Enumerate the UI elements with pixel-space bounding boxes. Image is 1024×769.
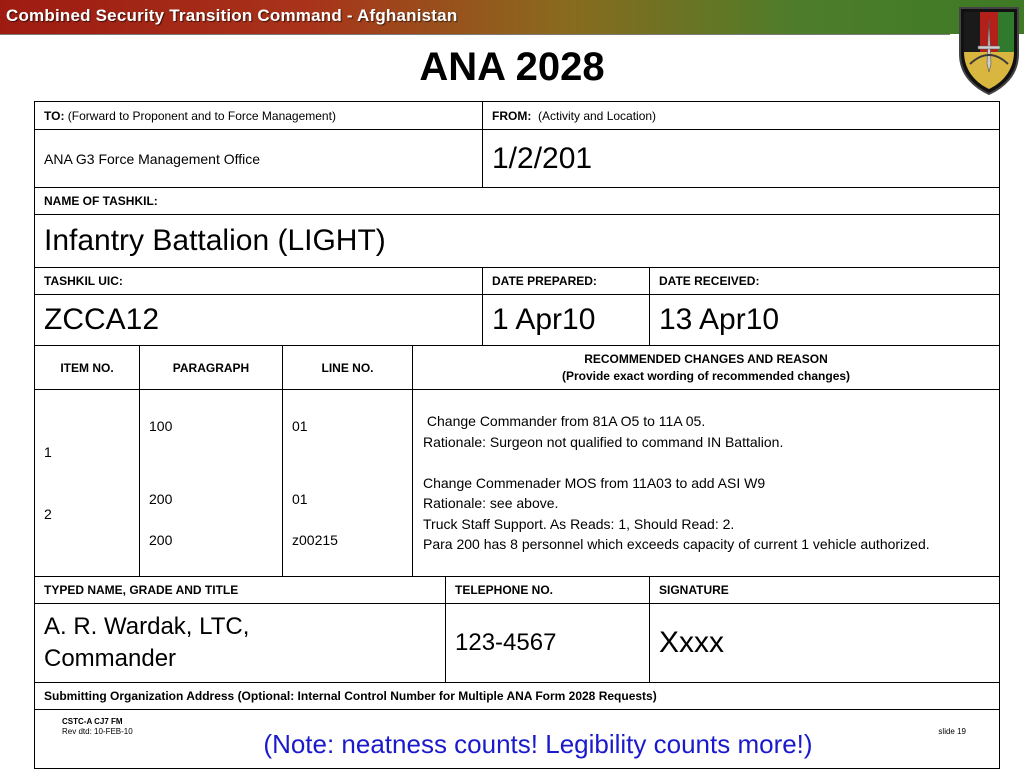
date-received-value[interactable]: 13 Apr10 — [650, 295, 1000, 346]
change-line: Change Commander from 81A O5 to 11A 05. — [423, 413, 706, 430]
change-line: Truck Staff Support. As Reads: 1, Should Read: 2. — [423, 515, 735, 532]
line-no-cell[interactable] — [283, 390, 413, 577]
line-entry: z00215 — [292, 532, 338, 548]
changes-header-line2: (Provide exact wording of recommended changes) — [561, 368, 851, 383]
date-prepared-label: DATE PREPARED: — [483, 268, 650, 295]
from-label: FROM: — [492, 108, 532, 123]
item-no-cell[interactable] — [35, 390, 140, 577]
signature-value[interactable]: Xxxx — [650, 604, 1000, 683]
to-header — [35, 102, 483, 130]
typed-name-line1: A. R. Wardak, LTC, — [44, 613, 250, 640]
signature-label: SIGNATURE — [650, 577, 1000, 604]
to-label: TO: — [44, 108, 65, 123]
form-2028-table — [34, 101, 1000, 769]
tashkil-name-label: NAME OF TASHKIL: — [35, 188, 1000, 215]
paragraph-entry: 100 — [149, 417, 173, 434]
address-label: Submitting Organization Address (Optional: Internal Control Number for Multiple ANA Form 2028 Requests) — [35, 683, 1000, 710]
header-bar — [0, 0, 1024, 34]
telephone-label: TELEPHONE NO. — [446, 577, 650, 604]
paragraph-cell[interactable] — [140, 390, 283, 577]
item-no-header: ITEM NO. — [35, 346, 140, 390]
changes-cell[interactable] — [413, 390, 1000, 577]
date-prepared-value[interactable]: 1 Apr10 — [483, 295, 650, 346]
legibility-note: (Note: neatness counts! Legibility counts more!) — [263, 729, 813, 759]
from-note: (Activity and Location) — [538, 108, 657, 123]
header-divider — [0, 34, 950, 35]
change-line: Para 200 has 8 personnel which exceeds capacity of current 1 vehicle authorized. — [423, 536, 930, 553]
paragraph-entry: 200 — [149, 532, 173, 548]
date-received-label: DATE RECEIVED: — [650, 268, 1000, 295]
to-value[interactable]: ANA G3 Force Management Office — [35, 130, 483, 188]
line-entry: 01 — [292, 491, 308, 507]
change-line: Rationale: Surgeon not qualified to command IN Battalion. — [423, 433, 784, 450]
slide-title: ANA 2028 — [419, 45, 605, 89]
from-value[interactable]: 1/2/201 — [483, 130, 1000, 188]
org-code: CSTC-A CJ7 FM — [62, 717, 123, 726]
line-no-header: LINE NO. — [283, 346, 413, 390]
organization-title: Combined Security Transition Command - Afghanistan — [6, 6, 458, 25]
typed-name-value[interactable] — [35, 604, 446, 683]
change-line: Change Commenader MOS from 11A03 to add ASI W9 — [423, 474, 766, 491]
from-header — [483, 102, 1000, 130]
typed-name-line2: Commander — [44, 645, 177, 672]
paragraph-header: PARAGRAPH — [140, 346, 283, 390]
to-note: (Forward to Proponent and to Force Management) — [67, 108, 336, 123]
item-entry: 1 — [44, 444, 52, 460]
slide-number: slide 19 — [938, 727, 966, 736]
telephone-value[interactable]: 123-4567 — [446, 604, 650, 683]
change-line: Rationale: see above. — [423, 495, 559, 512]
typed-name-label: TYPED NAME, GRADE AND TITLE — [35, 577, 446, 604]
changes-header-line1: RECOMMENDED CHANGES AND REASON — [584, 351, 828, 366]
paragraph-entry: 200 — [149, 491, 173, 507]
line-entry: 01 — [292, 417, 308, 434]
tashkil-name-value[interactable]: Infantry Battalion (LIGHT) — [35, 215, 1000, 268]
item-entry: 2 — [44, 505, 52, 522]
uic-label: TASHKIL UIC: — [35, 268, 483, 295]
changes-header — [413, 346, 1000, 390]
uic-value[interactable]: ZCCA12 — [35, 295, 483, 346]
revision-date: Rev dtd: 10-FEB-10 — [62, 727, 133, 736]
